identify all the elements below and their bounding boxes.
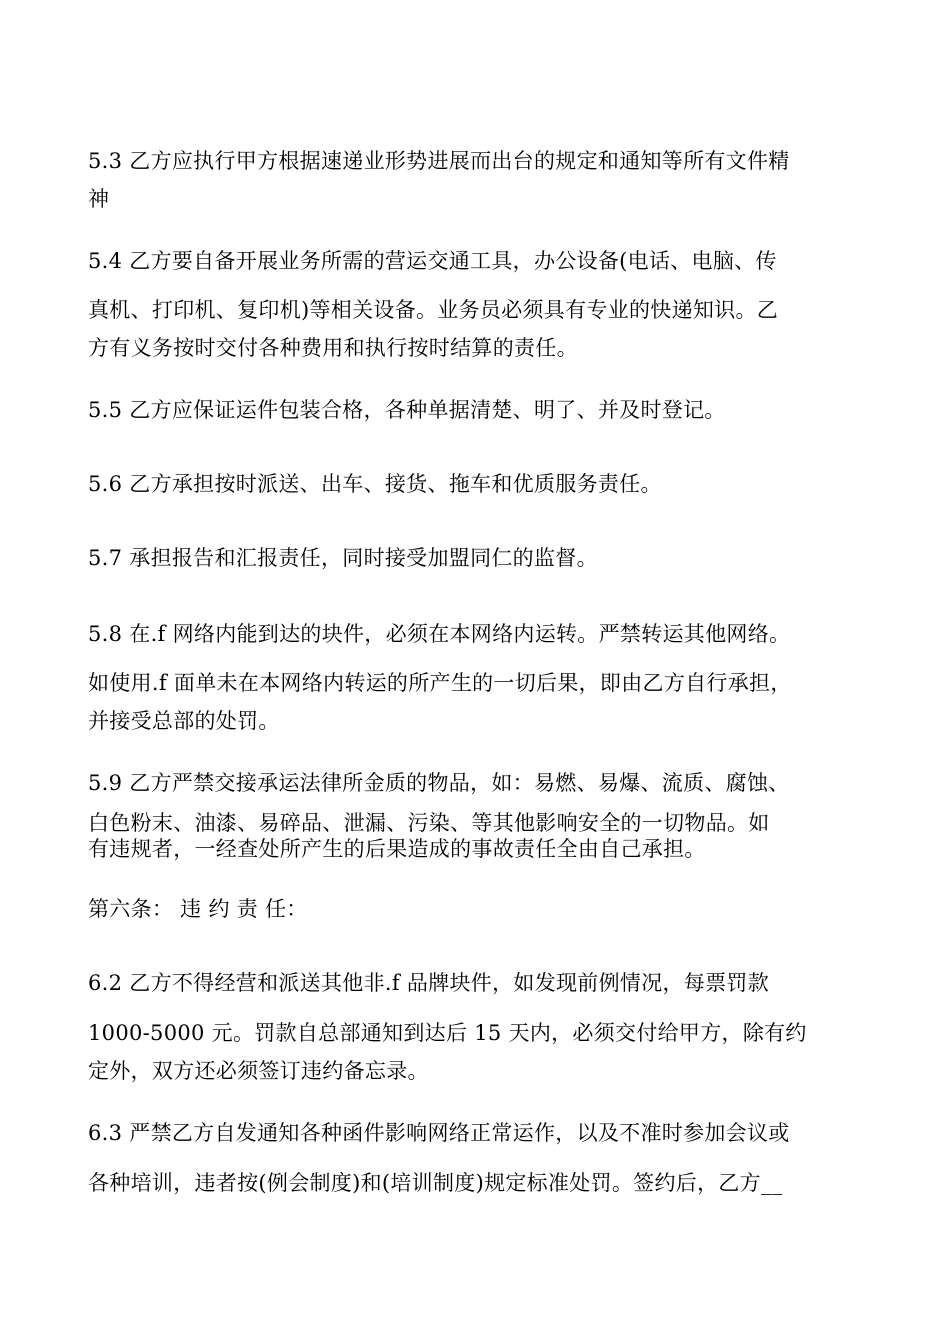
clause-6-2-line-1: 6.2 乙方不得经营和派送其他非.f 品牌块件，如发现前例情况，每票罚款 [88,971,769,995]
clause-5-5-line-1: 5.5 乙方应保证运件包装合格，各种单据清楚、明了、并及时登记。 [88,398,726,422]
clause-5-6-line-1: 5.6 乙方承担按时派送、出车、接货、拖车和优质服务责任。 [88,472,662,496]
clause-5-4-line-1: 5.4 乙方要自备开展业务所需的营运交通工具，办公设备(电话、电脑、传 [88,249,777,273]
clause-5-8-line-2: 如使用.f 面单未在本网络内转运的所产生的一切后果，即由乙方自行承担， [88,671,792,695]
clause-5-3-line-1: 5.3 乙方应执行甲方根据速递业形势进展而出台的规定和通知等所有文件精 [88,149,790,173]
clause-5-9-line-2: 白色粉末、油漆、易碎品、泄漏、污染、等其他影响安全的一切物品。如 [88,811,770,835]
clause-5-9-line-3: 有违规者，一经查处所产生的后果造成的事故责任全由自己承担。 [88,837,706,861]
clause-5-8-line-1: 5.8 在.f 网络内能到达的块件，必须在本网络内运转。严禁转运其他网络。 [88,622,791,646]
clause-6-3-line-2: 各种培训，违者按(例会制度)和(培训制度)规定标准处罚。签约后，乙方__ [88,1171,783,1195]
clause-5-3-line-2: 神 [88,187,110,211]
clause-5-4-line-2: 真机、打印机、复印机)等相关设备。业务员必须具有专业的快递知识。乙 [88,298,779,322]
clause-5-4-line-3: 方有义务按时交付各种费用和执行按时结算的责任。 [88,336,578,360]
clause-6-3-line-1: 6.3 严禁乙方自发通知各种函件影响网络正常运作，以及不准时参加会议或 [88,1121,790,1145]
clause-5-8-line-3: 并接受总部的处罚。 [88,709,280,733]
clause-6-2-line-3: 定外，双方还必须签订违约备忘录。 [88,1059,429,1083]
clause-5-7-line-1: 5.7 承担报告和汇报责任，同时接受加盟同仁的监督。 [88,546,598,570]
clause-6-2-line-2: 1000-5000 元。罚款自总部通知到达后 15 天内，必须交付给甲方，除有约 [88,1021,807,1045]
article-6-heading: 第六条： 违 约 责 任： [88,897,308,921]
clause-5-9-line-1: 5.9 乙方严禁交接承运法律所金质的物品，如：易燃、易爆、流质、腐蚀、 [88,771,790,795]
